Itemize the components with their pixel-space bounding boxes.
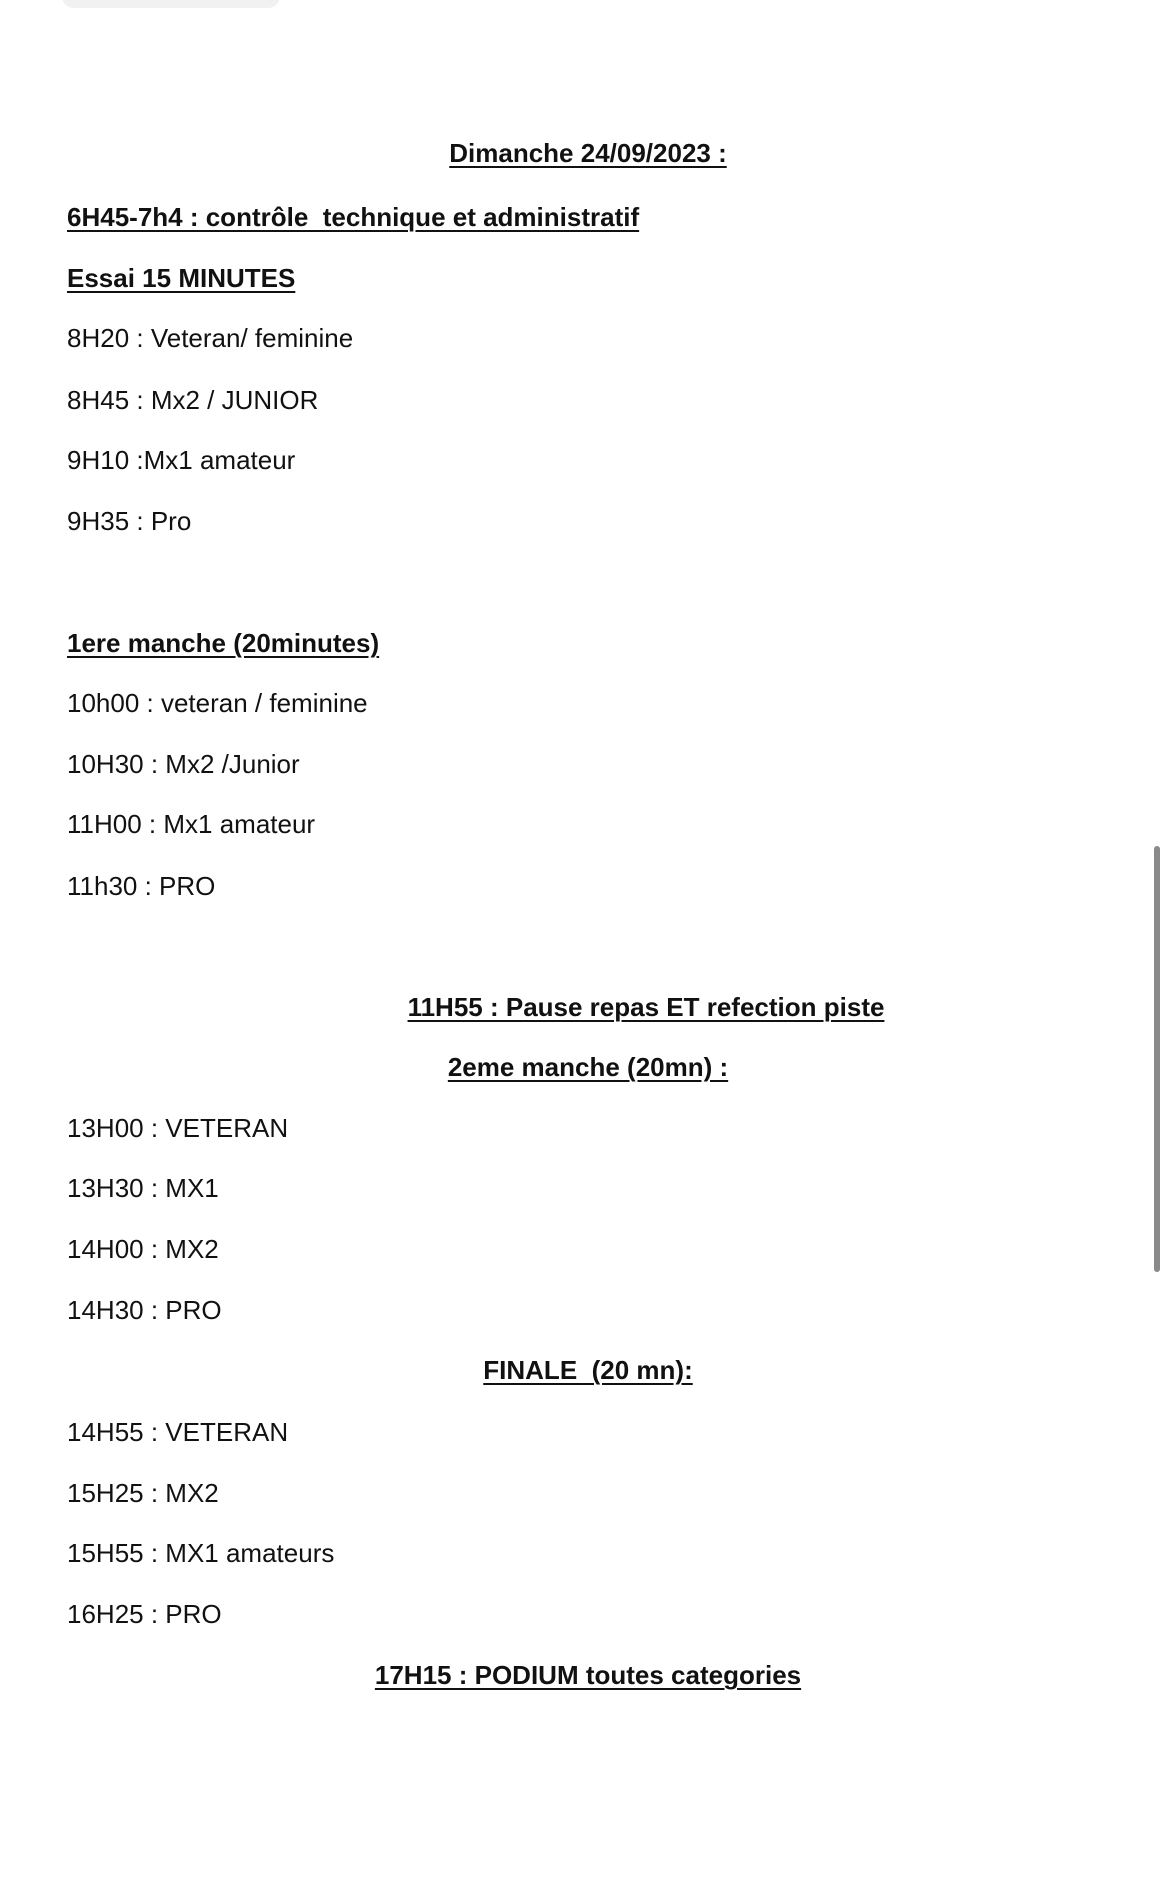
essai-heading: Essai 15 MINUTES (67, 263, 296, 293)
list-item: 8H45 : Mx2 / JUNIOR (67, 385, 319, 415)
finale-heading: FINALE (20 mn): (483, 1355, 693, 1385)
list-item: 15H55 : MX1 amateurs (67, 1538, 335, 1568)
list-item: 10H30 : Mx2 /Junior (67, 749, 300, 779)
list-item: 15H25 : MX2 (67, 1478, 219, 1508)
list-item: 10h00 : veteran / feminine (67, 688, 368, 718)
list-item: 13H30 : MX1 (67, 1173, 219, 1203)
list-item: 16H25 : PRO (67, 1599, 222, 1629)
podium-heading: 17H15 : PODIUM toutes categories (374, 1660, 802, 1690)
list-item: 13H00 : VETERAN (67, 1113, 289, 1143)
scrollbar[interactable] (1154, 846, 1160, 1272)
list-item: 11H00 : Mx1 amateur (67, 809, 316, 839)
manche1-heading: 1ere manche (20minutes) (67, 628, 380, 658)
control-heading: 6H45-7h4 : contrôle technique et administratif (67, 202, 640, 232)
pause-heading: 11H55 : Pause repas ET refection piste (407, 992, 885, 1022)
page-title: Dimanche 24/09/2023 : (449, 138, 727, 168)
list-item: 9H10 :Mx1 amateur (67, 445, 296, 475)
list-item: 9H35 : Pro (67, 506, 192, 536)
list-item: 14H30 : PRO (67, 1295, 222, 1325)
top-bar-remnant (62, 0, 280, 8)
list-item: 11h30 : PRO (67, 871, 216, 901)
list-item: 14H00 : MX2 (67, 1234, 219, 1264)
manche2-heading: 2eme manche (20mn) : (447, 1052, 729, 1082)
list-item: 14H55 : VETERAN (67, 1417, 289, 1447)
list-item: 8H20 : Veteran/ feminine (67, 323, 354, 353)
